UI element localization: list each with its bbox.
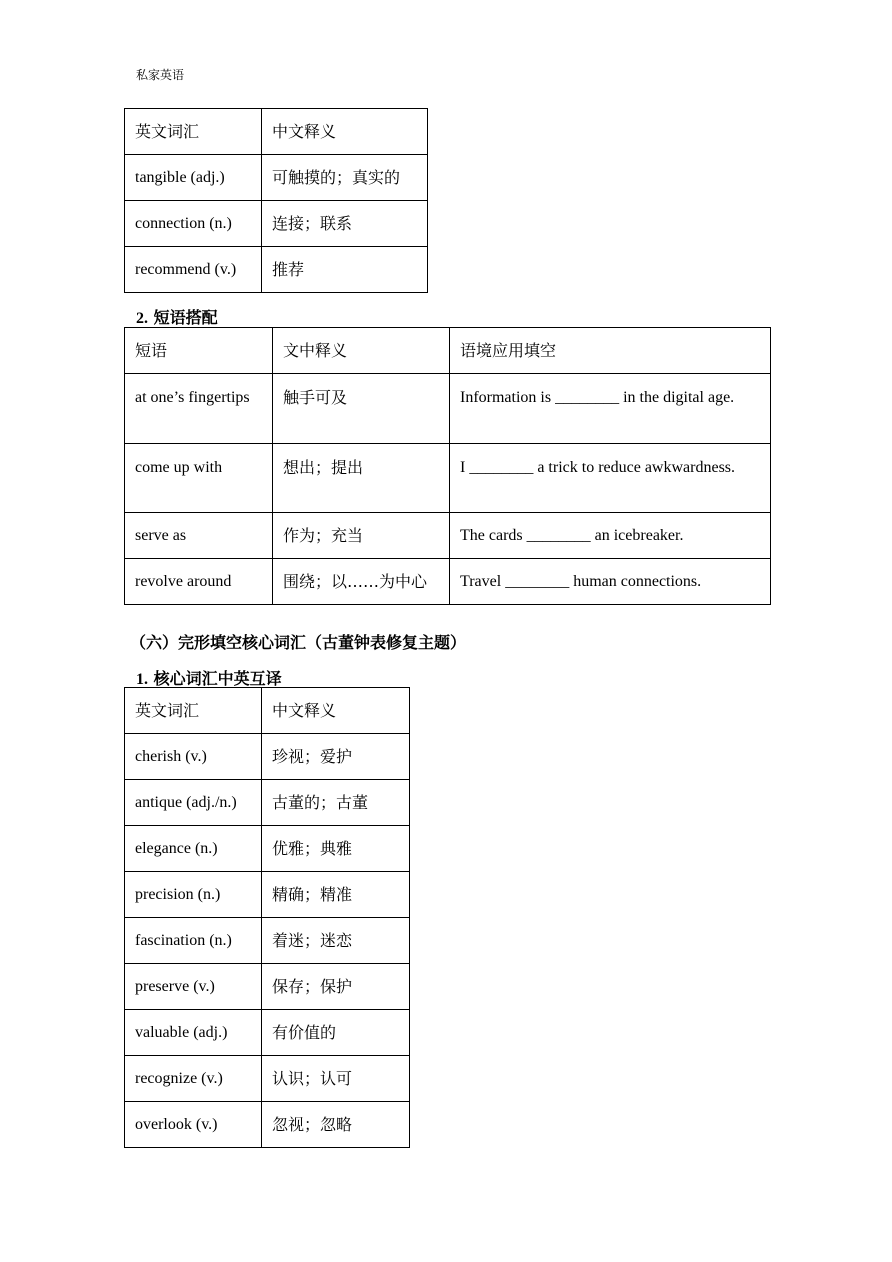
table-header-row: [125, 328, 771, 374]
chinese-meaning-cell: 推荐: [262, 247, 428, 293]
english-word-cell: preserve (v.): [125, 964, 262, 1010]
english-word-cell: recommend (v.): [125, 247, 262, 293]
meaning-cell: 想出；提出: [273, 444, 450, 513]
english-word-cell: precision (n.): [125, 872, 262, 918]
table-row: [125, 964, 410, 1010]
phrase-cell: revolve around: [125, 559, 273, 605]
meaning-cell: 作为；充当: [273, 513, 450, 559]
english-word-cell: connection (n.): [125, 201, 262, 247]
meaning-cell: 触手可及: [273, 374, 450, 444]
vocab-table-1: [124, 108, 428, 293]
chinese-meaning-cell: 忽视；忽略: [262, 1102, 410, 1148]
chinese-meaning-cell: 精确；精准: [262, 872, 410, 918]
fill-blank-cell: Information is ________ in the digital age.: [450, 374, 771, 444]
table-row: [125, 559, 771, 605]
header-cell: 短语: [125, 328, 273, 374]
section-number: 2.: [136, 310, 148, 327]
table-row: [125, 1010, 410, 1056]
table-row: [125, 247, 428, 293]
english-word-cell: overlook (v.): [125, 1102, 262, 1148]
core-vocab-table: [124, 687, 410, 1148]
page-header-brand: 私家英语: [136, 68, 185, 82]
fill-blank-cell: The cards ________ an icebreaker.: [450, 513, 771, 559]
core-vocab-heading: [136, 666, 282, 689]
english-word-cell: antique (adj./n.): [125, 780, 262, 826]
table-row: [125, 155, 428, 201]
table-row: [125, 374, 771, 444]
table-row: [125, 201, 428, 247]
phrase-cell: serve as: [125, 513, 273, 559]
table-row: [125, 872, 410, 918]
chinese-meaning-cell: 可触摸的；真实的: [262, 155, 428, 201]
phrase-cell: at one’s fingertips: [125, 374, 273, 444]
chinese-meaning-cell: 着迷；迷恋: [262, 918, 410, 964]
header-cell: 语境应用填空: [450, 328, 771, 374]
section-title: 短语搭配: [153, 308, 218, 327]
table-row: [125, 1102, 410, 1148]
chinese-meaning-cell: 珍视；爱护: [262, 734, 410, 780]
table-row: [125, 734, 410, 780]
table-header-row: [125, 688, 410, 734]
fill-blank-cell: Travel ________ human connections.: [450, 559, 771, 605]
chinese-meaning-cell: 认识；认可: [262, 1056, 410, 1102]
section-six-heading: （六）完形填空核心词汇（古董钟表修复主题）: [130, 633, 467, 652]
table-header-row: [125, 109, 428, 155]
english-word-cell: tangible (adj.): [125, 155, 262, 201]
english-word-cell: valuable (adj.): [125, 1010, 262, 1056]
table-row: [125, 444, 771, 513]
english-word-cell: fascination (n.): [125, 918, 262, 964]
english-word-cell: elegance (n.): [125, 826, 262, 872]
phrase-table: [124, 327, 771, 605]
header-cell: 英文词汇: [125, 688, 262, 734]
header-cell: 中文释义: [262, 688, 410, 734]
table-row: [125, 780, 410, 826]
header-cell: 英文词汇: [125, 109, 262, 155]
header-cell: 中文释义: [262, 109, 428, 155]
chinese-meaning-cell: 连接；联系: [262, 201, 428, 247]
table-row: [125, 826, 410, 872]
table-row: [125, 513, 771, 559]
header-cell: 文中释义: [273, 328, 450, 374]
section-number: 1.: [136, 671, 148, 688]
fill-blank-cell: I ________ a trick to reduce awkwardness.: [450, 444, 771, 513]
chinese-meaning-cell: 优雅；典雅: [262, 826, 410, 872]
chinese-meaning-cell: 古董的；古董: [262, 780, 410, 826]
phrase-cell: come up with: [125, 444, 273, 513]
chinese-meaning-cell: 保存；保护: [262, 964, 410, 1010]
meaning-cell: 围绕；以……为中心: [273, 559, 450, 605]
phrase-section-heading: [136, 305, 218, 328]
table-row: [125, 1056, 410, 1102]
english-word-cell: recognize (v.): [125, 1056, 262, 1102]
table-row: [125, 918, 410, 964]
section-title: 核心词汇中英互译: [153, 669, 282, 688]
chinese-meaning-cell: 有价值的: [262, 1010, 410, 1056]
english-word-cell: cherish (v.): [125, 734, 262, 780]
